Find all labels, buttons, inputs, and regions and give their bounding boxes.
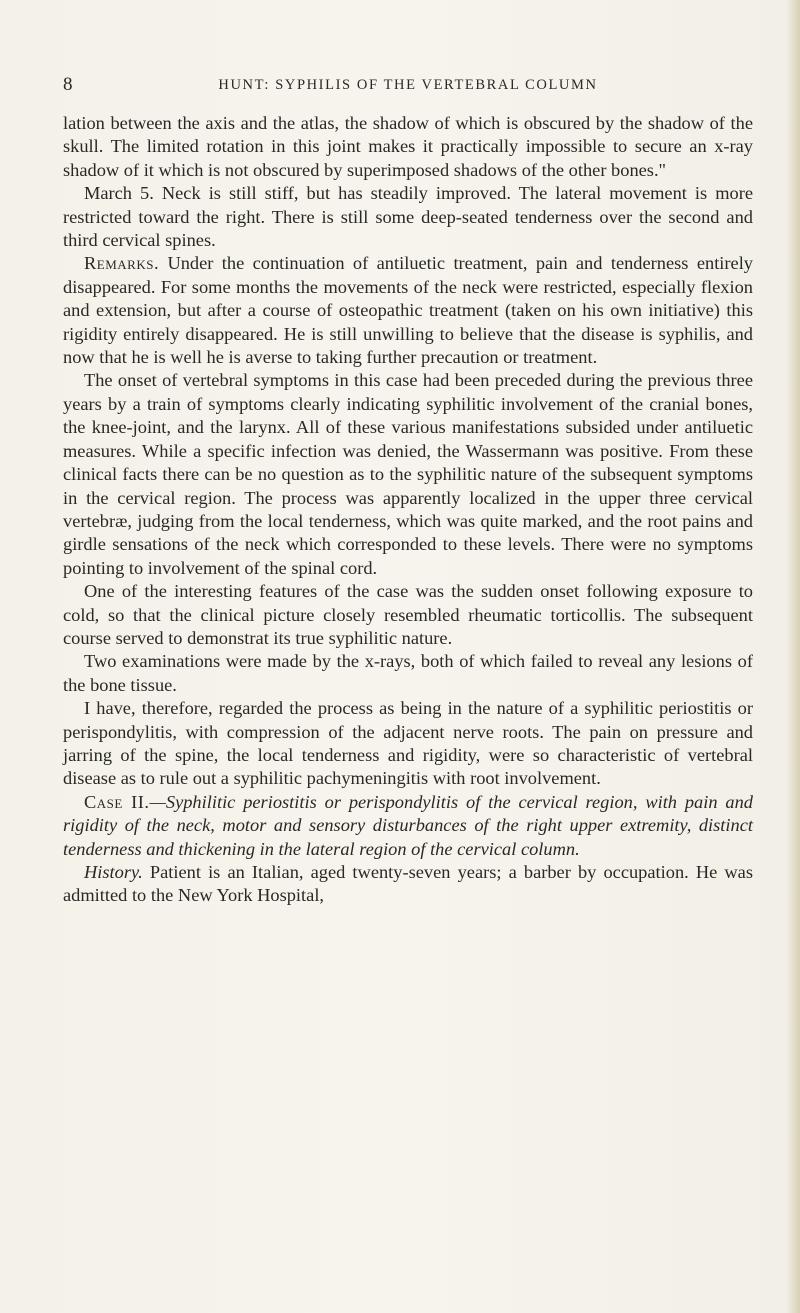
body-text [63,112,753,908]
paragraph-onset: The onset of vertebral symptoms in this case had been preceded during the previous three years by a train of symptoms clearly indicating syphilitic involvement of the cranial bones, the knee-joint, and the larynx. All of these various manifestations subsided under antiluetic measures. While a specific infection was denied, the Wassermann was positive. From these clinical facts there can be no question as to the syphilitic nature of the subsequent symptoms in the cervical region. The process was apparently localized in the upper three cervical vertebræ, judging from the local tenderness, which was quite marked, and the root pains and girdle sensations of the neck which corresponded to these levels. There were no symptoms pointing to involvement of the spinal cord. [63,370,753,578]
remarks-label: Remarks. [84,253,160,274]
paragraph-conclusion: I have, therefore, regarded the process as being in the nature of a syphilitic periostitis or perispondylitis, with compression of the adjacent nerve roots. The pain on pressure and jarring of the spine, the local tenderness and rigidity, were so characteristic of vertebral disease as to rule out a syphilitic pachymeningitis with root involvement. [63,698,753,789]
history-text: Patient is an Italian, aged twenty-seven years; a barber by occupation. He was admitted to the New York Hospital, [63,862,754,906]
paragraph-remarks [63,252,753,369]
remarks-text: Under the continuation of antiluetic treatment, pain and tenderness entirely disappeared. For some months the movements of the neck were restricted, especially flexion and extension, but after a course of osteopathic treatment (taken on his own initiative) this rigidity entirely disappeared. He is still unwilling to believe that the disease is syphilis, and now that he is well he is averse to taking further precaution or treatment. [63,253,753,368]
paragraph-march-5: March 5. Neck is still stiff, but has steadily improved. The lateral movement is more restricted toward the right. There is still some deep-seated tenderness over the second and third cervical spines. [63,183,753,251]
paragraph-continuation: lation between the axis and the atlas, the shadow of which is obscured by the shadow of the skull. The limited rotation in this joint makes it practically impossible to secure an x-ray shadow of it which is not obscured by superimposed shadows of the other bones." [63,113,753,180]
history-label: History. [84,862,143,882]
page-edge-shadow [786,0,800,1313]
case-ii-title: —Syphilitic periostitis or perispondylitis of the cervical region, with pain and rigidity of the neck, motor and sensory disturbances of the right upper extremity, distinct tenderness and thickening in the lateral region of the cervical column. [63,791,753,859]
paragraph-features: One of the interesting features of the case was the sudden onset following exposure to cold, so that the clinical picture closely resembled rheumatic torticollis. The subsequent course served to demonstrat its true syphilitic nature. [63,581,753,648]
paragraph-history [63,861,753,908]
paragraph-examinations: Two examinations were made by the x-rays, both of which failed to reveal any lesions of the bone tissue. [63,651,753,695]
running-head: HUNT: SYPHILIS OF THE VERTEBRAL COLUMN [218,77,598,93]
paragraph-case-ii [63,791,753,861]
case-ii-label: Case II. [84,791,150,812]
page-number: 8 [63,74,74,95]
page-header [63,74,753,98]
